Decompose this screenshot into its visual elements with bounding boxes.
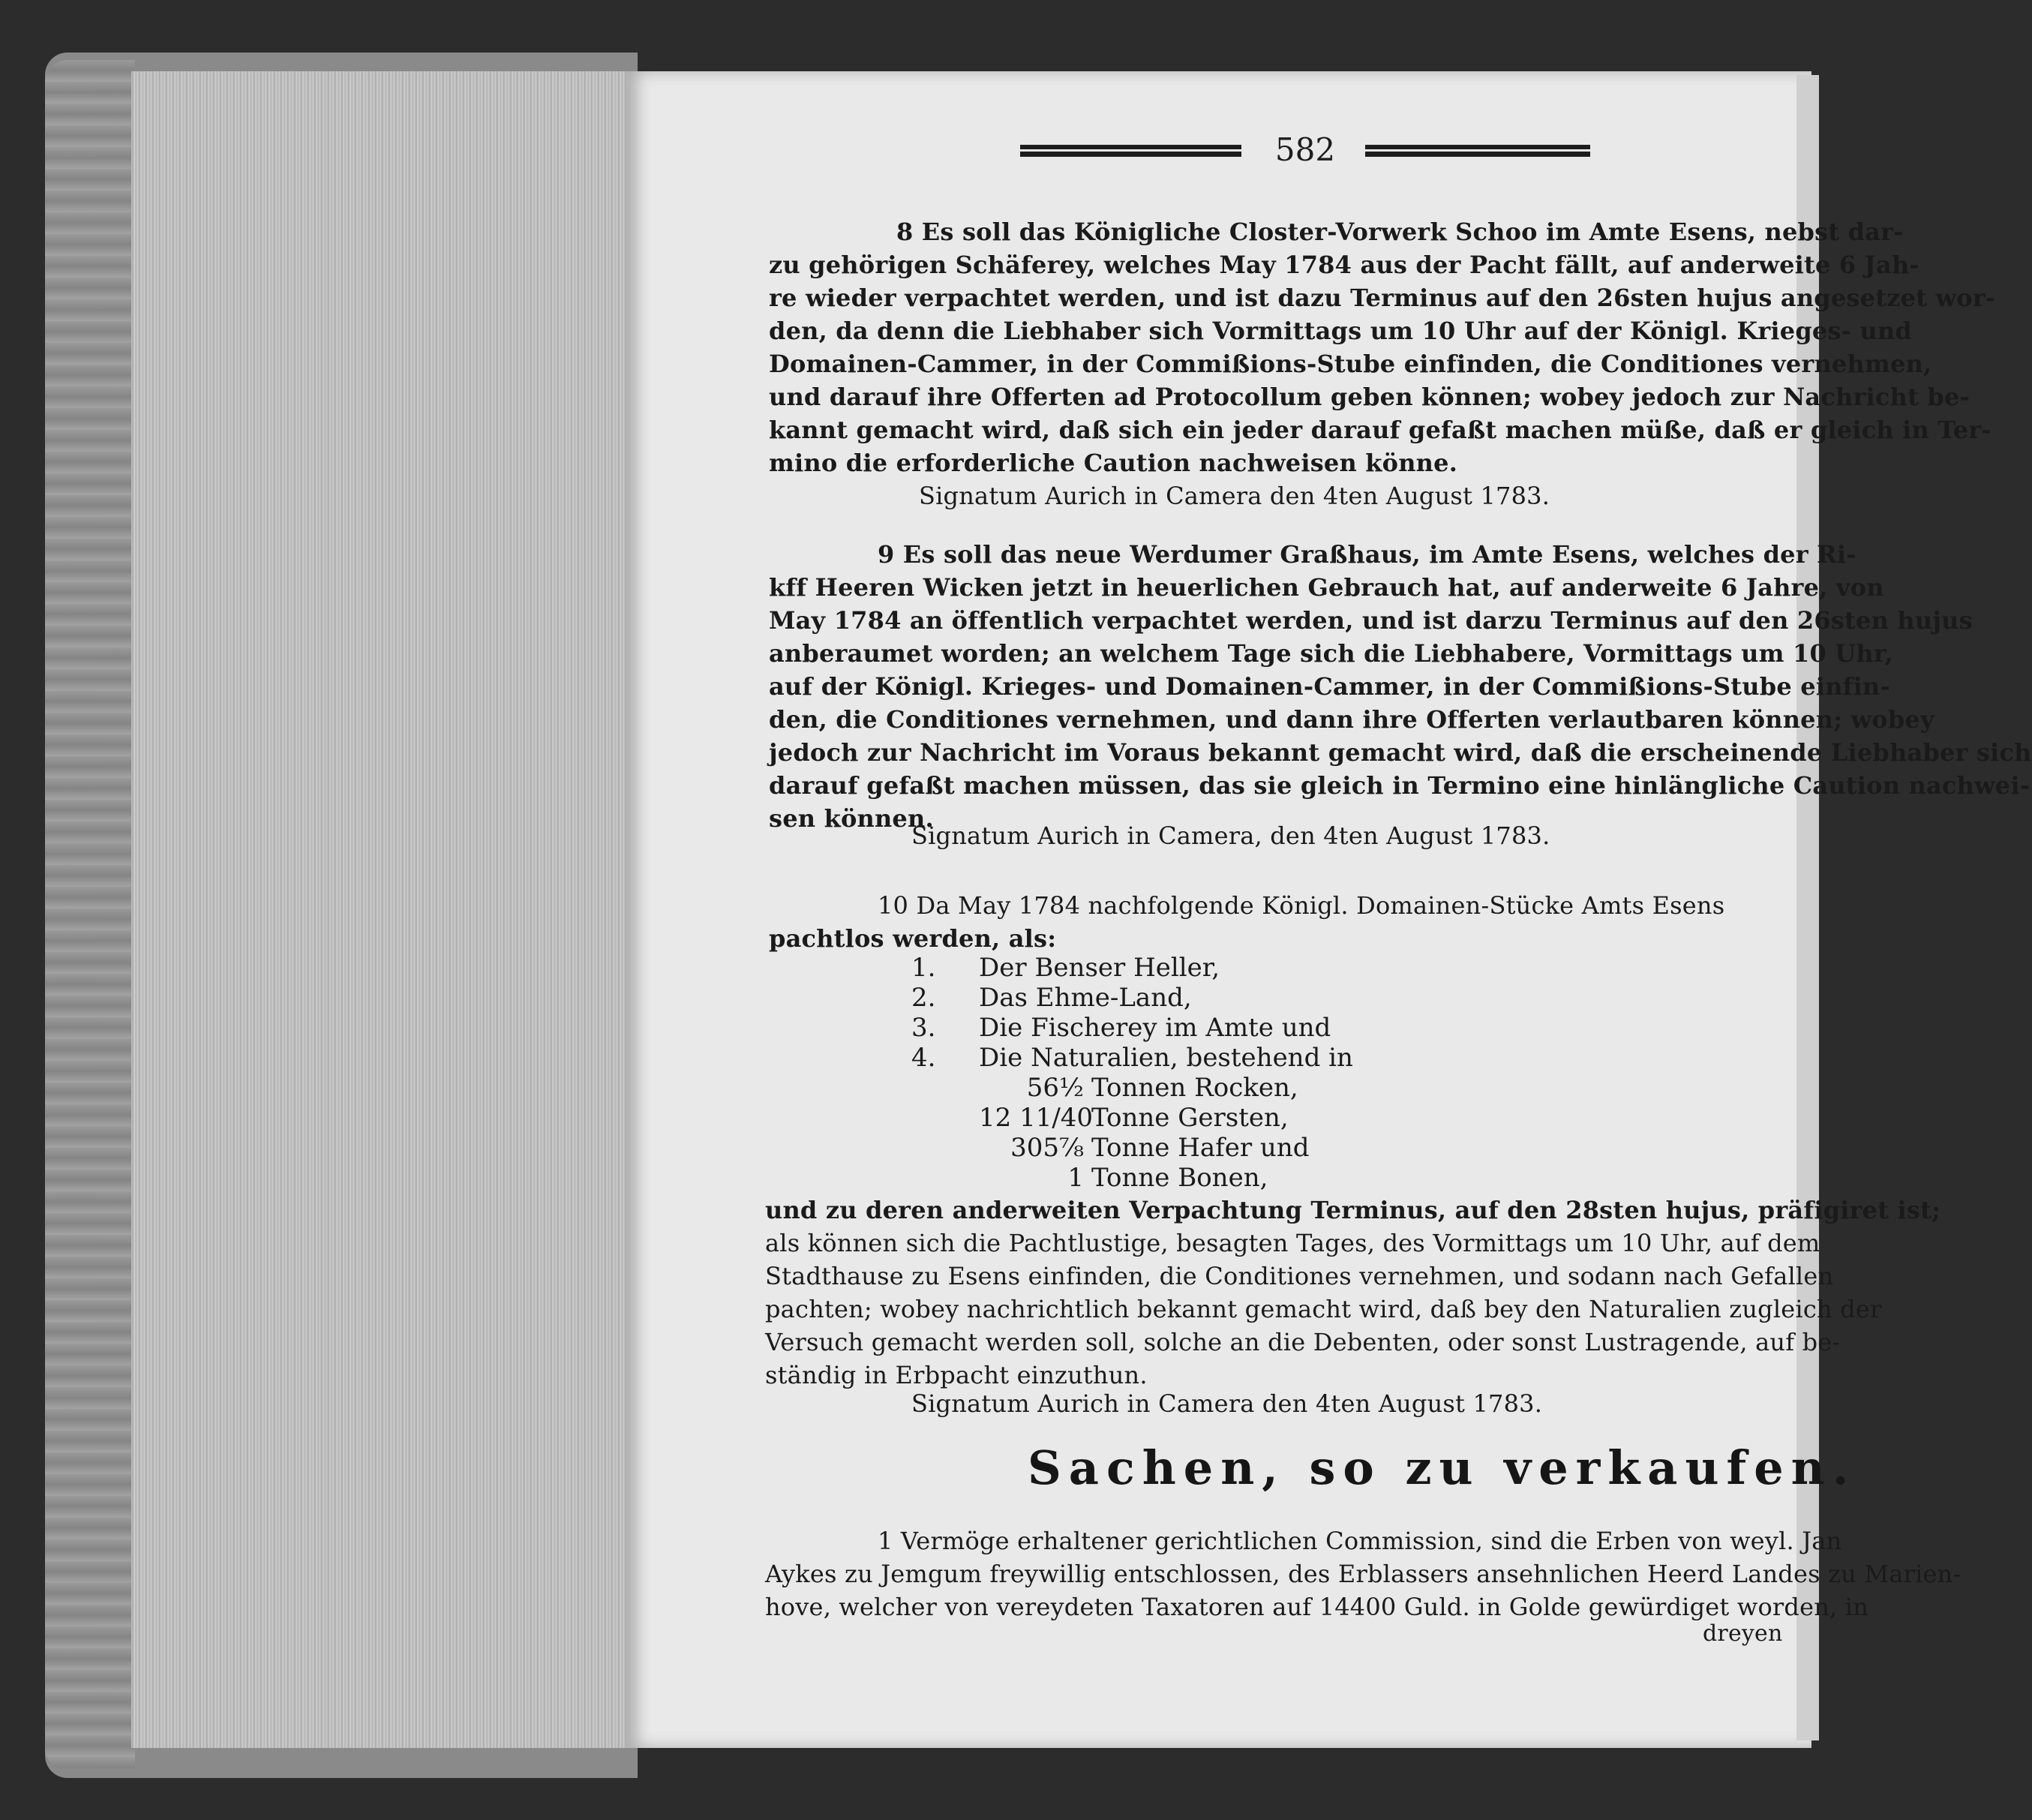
header-rule-left — [1020, 145, 1241, 157]
quantity-label: Tonnen Rocken, — [1091, 1073, 1298, 1103]
signature-line: Signatum Aurich in Camera den 4ten August 1783. — [919, 482, 1550, 510]
paragraph-line: darauf gefaßt machen müssen, das sie gleich in Termino eine hinlängliche Caution nachwei- — [769, 771, 2030, 800]
list-item-number: 4. — [911, 1043, 936, 1073]
paragraph-line: den, da denn die Liebhaber sich Vormittags um 10 Uhr auf der Königl. Krieges- und — [769, 317, 1912, 345]
list-item-text: Der Benser Heller, — [979, 953, 1220, 983]
paragraph-line: sen können. — [769, 804, 934, 833]
header-rule-right — [1365, 145, 1590, 157]
paragraph-line: Domainen-Cammer, in der Commißions-Stube einfinden, die Conditiones vernehmen, — [769, 350, 1932, 378]
paragraph-line: Versuch gemacht werden soll, solche an die Debenten, oder sonst Lustragende, auf be- — [765, 1328, 1841, 1356]
quantity-label: Tonne Bonen, — [1091, 1163, 1268, 1193]
paragraph-line: anberaumet worden; an welchem Tage sich die Liebhabere, Vormittags um 10 Uhr, — [769, 639, 1893, 668]
list-item-number: 2. — [911, 983, 936, 1013]
paragraph-line: zu gehörigen Schäferey, welches May 1784 aus der Pacht fällt, auf anderweite 6 Jah- — [769, 251, 1919, 279]
paragraph-line: Aykes zu Jemgum freywillig entschlossen, des Erblassers ansehnlichen Heerd Landes zu Marien- — [765, 1560, 1961, 1588]
paragraph-line: Stadthause zu Esens einfinden, die Conditiones vernehmen, und sodann nach Gefallen — [765, 1262, 1834, 1290]
paragraph-line: kannt gemacht wird, daß sich ein jeder darauf gefaßt machen müße, daß er gleich in Ter- — [769, 416, 1991, 444]
paragraph-line: den, die Conditiones vernehmen, und dann ihre Offerten verlautbaren können; wobey — [769, 705, 1934, 734]
list-item-text: Die Naturalien, bestehend in — [979, 1043, 1353, 1073]
paragraph-line: May 1784 an öffentlich verpachtet werden, und ist darzu Terminus auf den 26sten hujus — [769, 606, 1973, 635]
list-item-number: 1. — [911, 953, 936, 983]
quantity-label: Tonne Hafer und — [1091, 1133, 1310, 1163]
paragraph-line: auf der Königl. Krieges- und Domainen-Cammer, in der Commißions-Stube einfin- — [769, 672, 1890, 701]
paragraph-line: als können sich die Pachtlustige, besagten Tages, des Vormittags um 10 Uhr, auf dem — [765, 1229, 1820, 1257]
paragraph-line: und darauf ihre Offerten ad Protocollum geben können; wobey jedoch zur Nachricht be- — [769, 383, 1970, 411]
section-heading: Sachen, so zu verkaufen. — [1028, 1440, 1856, 1495]
quantity-label: Tonne Gersten, — [1091, 1103, 1289, 1133]
quantity: 305⅞ — [1010, 1133, 1084, 1163]
signature-line: Signatum Aurich in Camera den 4ten August 1783. — [911, 1389, 1543, 1418]
catchword: dreyen — [1703, 1620, 1783, 1647]
quantity: 12 11/40 — [979, 1103, 1094, 1133]
paragraph-line: hove, welcher von vereydeten Taxatoren auf 14400 Guld. in Golde gewürdiget worden, in — [765, 1593, 1869, 1621]
page-stack — [131, 71, 626, 1748]
paragraph-line: pachten; wobey nachrichtlich bekannt gemacht wird, daß bey den Naturalien zugleich der — [765, 1295, 1882, 1323]
page-header — [1020, 131, 1590, 169]
paragraph-line: ständig in Erbpacht einzuthun. — [765, 1361, 1148, 1389]
paragraph-line: 8 Es soll das Königliche Closter-Vorwerk Schoo im Amte Esens, nebst dar- — [896, 218, 1904, 246]
paragraph-line: kff Heeren Wicken jetzt in heuerlichen Gebrauch hat, auf anderweite 6 Jahre, von — [769, 573, 1884, 602]
paragraph-line: 10 Da May 1784 nachfolgende Königl. Domainen-Stücke Amts Esens — [878, 891, 1725, 920]
signature-line: Signatum Aurich in Camera, den 4ten August 1783. — [911, 821, 1550, 850]
paragraph-line: mino die erforderliche Caution nachweisen könne. — [769, 449, 1458, 477]
quantity: 1 — [1067, 1163, 1084, 1193]
paragraph-line: pachtlos werden, als: — [769, 924, 1057, 953]
page-number: 582 — [1274, 131, 1336, 168]
list-item-text: Die Fischerey im Amte und — [979, 1013, 1331, 1043]
paragraph-line: re wieder verpachtet werden, und ist dazu Terminus auf den 26sten hujus angesetzet wor- — [769, 284, 1996, 312]
quantity: 56½ — [1026, 1073, 1084, 1103]
book-cover — [45, 60, 135, 1770]
paragraph-line: jedoch zur Nachricht im Voraus bekannt gemacht wird, daß die erscheinende Liebhaber sich — [769, 738, 2032, 767]
list-item-text: Das Ehme-Land, — [979, 983, 1192, 1013]
list-item-number: 3. — [911, 1013, 936, 1043]
paragraph-line: 9 Es soll das neue Werdumer Graßhaus, im Amte Esens, welches der Ri- — [878, 540, 1856, 569]
paragraph-line: und zu deren anderweiten Verpachtung Terminus, auf den 28sten hujus, präfigiret ist; — [765, 1196, 1941, 1224]
paragraph-line: 1 Vermöge erhaltener gerichtlichen Commission, sind die Erben von weyl. Jan — [878, 1527, 1842, 1555]
